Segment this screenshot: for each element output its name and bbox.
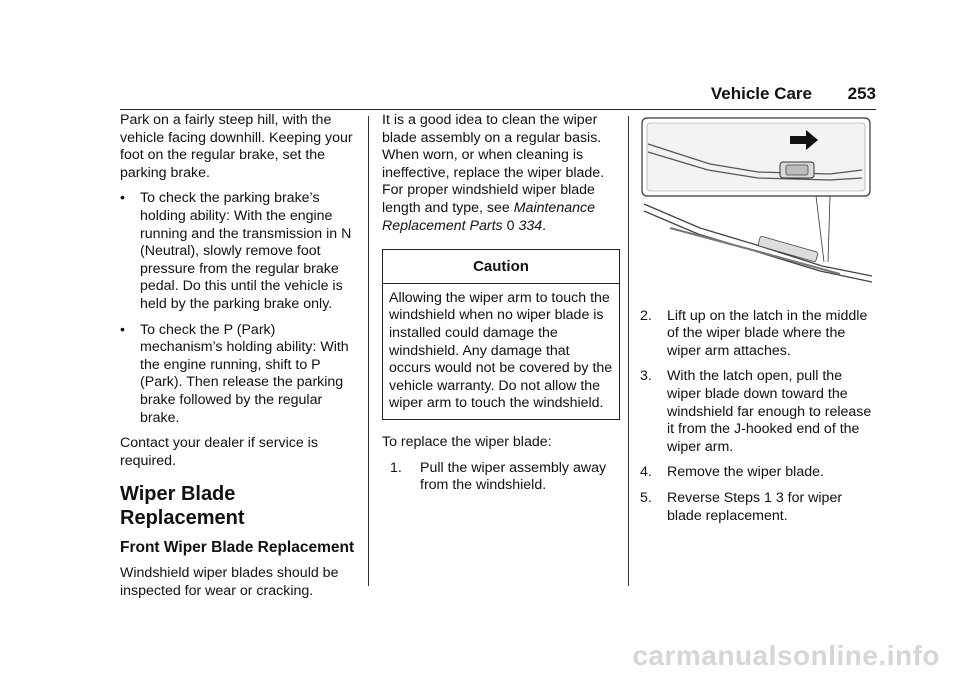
column-divider-1 — [368, 116, 369, 586]
step-number: 3. — [640, 368, 652, 385]
intro-paragraph: Park on a fairly steep hill, with the vehicle facing downhill. Keeping your foot on the regular brake, set the parking brake. — [120, 112, 353, 181]
steps-list-start — [382, 460, 620, 495]
subsection-heading: Front Wiper Blade Replacement — [120, 539, 355, 557]
section-heading: Wiper Blade Replacement — [120, 483, 245, 530]
step-number: 2. — [640, 307, 652, 324]
step-number: 1. — [390, 459, 402, 476]
page-arrow-icon: 0 — [506, 217, 515, 234]
xref-title: Maintenance Replacement Parts — [382, 199, 595, 234]
step-item — [382, 460, 620, 495]
steps-list-continued — [640, 308, 876, 526]
xref-page: 334 — [518, 217, 543, 234]
step-item — [640, 368, 876, 456]
section-title: Vehicle Care — [710, 84, 812, 103]
watermark: carmanualsonline.info — [632, 640, 940, 671]
cleaning-end: . — [542, 217, 547, 234]
cleaning-text: It is a good idea to clean the wiper blade assembly on a regular basis. When worn, or when cleaning is ineffective, replace the wiper blade. For proper windshield wiper blade length and type, see — [382, 112, 605, 216]
step-number: 5. — [640, 489, 652, 506]
column-divider-2 — [628, 116, 629, 586]
caution-box — [382, 249, 620, 420]
header-rule — [120, 109, 876, 110]
step-text: Lift up on the latch in the middle of the wiper blade where the wiper arm attaches. — [667, 307, 868, 359]
step-text: With the latch open, pull the wiper blade down toward the windshield far enough to release it from the J-hooked end of the wiper arm. — [667, 368, 872, 455]
brake-check-list — [120, 190, 360, 427]
caution-title: Caution — [383, 250, 619, 284]
step-item — [640, 490, 876, 525]
column-middle — [382, 112, 620, 503]
step-item — [640, 464, 876, 482]
step-text: Reverse Steps 1 3 for wiper blade replacement. — [667, 489, 843, 524]
list-item — [120, 322, 360, 428]
page-header — [120, 84, 876, 108]
body-paragraph: Windshield wiper blades should be inspected for wear or cracking. — [120, 565, 339, 599]
contact-paragraph: Contact your dealer if service is required. — [120, 435, 318, 469]
step-item — [640, 308, 876, 361]
list-item-text: To check the parking brake’s holding ability: With the engine running and the transmission in N (Neutral), slowly remove foot pressure from the regular brake pedal. Do this until the vehicle is held by the parking brake only. — [140, 190, 352, 312]
column-right — [640, 112, 876, 533]
list-item — [120, 190, 360, 313]
step-text: Remove the wiper blade. — [667, 464, 824, 481]
replace-intro: To replace the wiper blade: — [382, 433, 552, 450]
page-number: 253 — [847, 84, 876, 103]
step-text: Pull the wiper assembly away from the windshield. — [420, 459, 607, 494]
column-left — [120, 112, 360, 608]
wiper-blade-illustration — [640, 116, 876, 284]
cleaning-paragraph — [382, 112, 620, 235]
step-number: 4. — [640, 464, 652, 481]
list-item-text: To check the P (Park) mechanism’s holding ability: With the engine running, shift to P (Park). Then release the parking brake followed by the regular brake. — [140, 321, 349, 426]
caution-text: Allowing the wiper arm to touch the windshield when no wiper blade is installed could damage the windshield. Any damage that occurs would not be covered by the vehicle warranty. Do not allow the wiper arm to touch the windshield. — [389, 289, 613, 412]
bullet-mark: • — [120, 321, 125, 338]
bullet-mark: • — [120, 190, 125, 207]
